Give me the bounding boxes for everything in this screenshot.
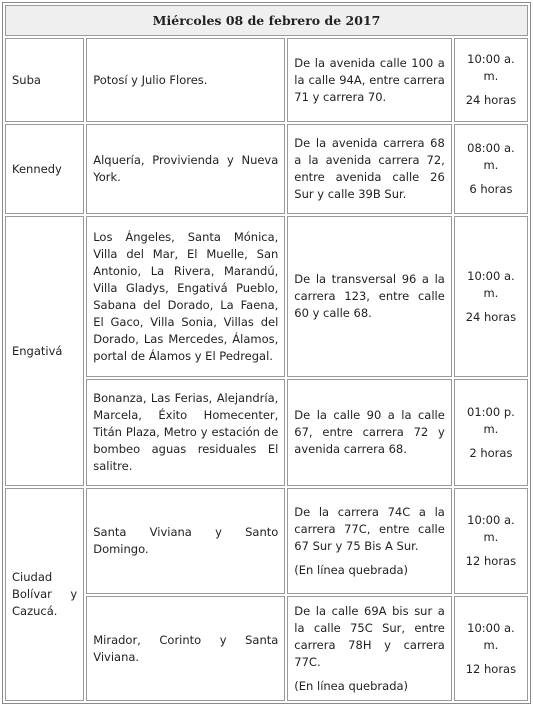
locality-cell: Kennedy	[5, 124, 84, 214]
route-text: De la avenida calle 100 a la calle 94A, entre carrera 71 y carrera 70.	[294, 55, 445, 104]
neighborhoods-cell: Santa Viviana y Santo Domingo.	[86, 488, 285, 594]
table-title: Miércoles 08 de febrero de 2017	[5, 5, 528, 36]
neighborhoods-cell: Potosí y Julio Flores.	[86, 38, 285, 122]
start-time: 10:00 a. m.	[467, 268, 515, 300]
neighborhoods-cell: Bonanza, Las Ferias, Alejandría, Marcela, Éxito Homecenter, Titán Plaza, Metro y estación de bombeo aguas residuales El salitre.	[86, 379, 285, 486]
route-note: (En línea quebrada)	[294, 562, 409, 577]
neighborhoods-cell: Alquería, Provivienda y Nueva York.	[86, 124, 285, 214]
start-time: 01:00 p. m.	[467, 404, 515, 436]
time-cell	[454, 38, 528, 122]
time-cell	[454, 216, 528, 377]
title-row	[5, 5, 528, 36]
route-note: (En línea quebrada)	[294, 678, 409, 693]
duration: 6 horas	[469, 182, 513, 196]
duration: 2 horas	[469, 445, 513, 460]
duration: 12 horas	[465, 554, 517, 568]
route-cell	[287, 379, 452, 486]
duration: 12 horas	[465, 661, 517, 676]
route-text: De la calle 90 a la calle 67, entre carrera 72 y avenida carrera 68.	[294, 408, 445, 456]
route-text: De la transversal 96 a la carrera 123, entre calle 60 y calle 68.	[294, 272, 445, 320]
table-row	[5, 216, 528, 377]
route-text: De la avenida carrera 68 a la avenida carrera 72, entre avenida calle 26 Sur y calle 39B Sur.	[294, 136, 445, 201]
locality-text: Ciudad Bolívar y Cazucá.	[12, 570, 78, 618]
table-row	[5, 124, 528, 214]
route-cell	[287, 596, 452, 701]
duration: 24 horas	[465, 93, 517, 107]
start-time: 10:00 a. m.	[467, 620, 515, 652]
start-time: 10:00 a. m.	[467, 513, 515, 544]
table-row	[5, 38, 528, 122]
schedule-table	[2, 2, 531, 704]
start-time: 10:00 a. m.	[467, 52, 515, 83]
start-time: 08:00 a. m.	[467, 141, 515, 172]
time-cell	[454, 488, 528, 594]
route-cell	[287, 124, 452, 214]
route-text: De la carrera 74C a la carrera 77C, entre calle 67 Sur y 75 Bis A Sur.	[294, 504, 445, 553]
locality-cell	[5, 488, 84, 701]
neighborhoods-cell: Los Ángeles, Santa Mónica, Villa del Mar, El Muelle, San Antonio, La Rivera, Marandú, Villa Gladys, Engativá Pueblo, Sabana del Dorado, La Faena, El Gaco, Villa Sonia, Villas del Dorado, Las Mercedes, Álamos, portal de Álamos y El Pedregal.	[86, 216, 285, 377]
time-cell	[454, 379, 528, 486]
table-row	[5, 488, 528, 594]
neighborhoods-cell: Mirador, Corinto y Santa Viviana.	[86, 596, 285, 701]
time-cell	[454, 124, 528, 214]
route-cell	[287, 488, 452, 594]
time-cell	[454, 596, 528, 701]
route-cell	[287, 38, 452, 122]
route-cell	[287, 216, 452, 377]
locality-cell: Engativá	[5, 216, 84, 486]
route-text: De la calle 69A bis sur a la calle 75C Sur, entre carrera 78H y carrera 77C.	[294, 603, 445, 669]
duration: 24 horas	[465, 309, 517, 324]
locality-cell: Suba	[5, 38, 84, 122]
